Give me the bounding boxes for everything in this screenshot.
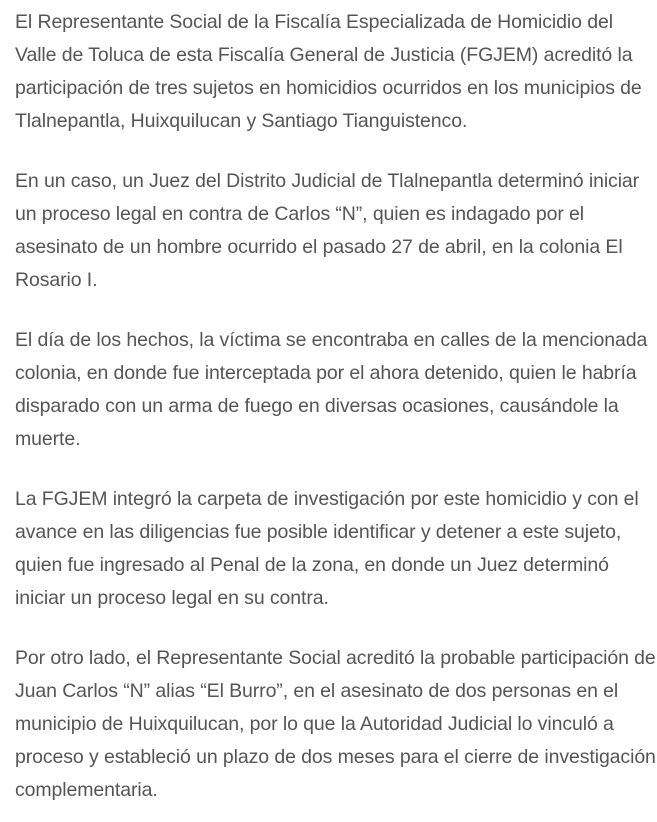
article-paragraph-4: La FGJEM integró la carpeta de investigación por este homicidio y con el avance en las diligencias fue posible identificar y detener a este sujeto, quien fue ingresado al Penal de la zona, en donde un Juez determinó iniciar un proceso legal en su contra. xyxy=(15,488,639,609)
article-paragraph-1: El Representante Social de la Fiscalía Especializada de Homicidio del Valle de Toluca de esta Fiscalía General de Justicia (FGJEM) acreditó la participación de tres sujetos en homicidios ocurridos en los municipios de Tlalnepantla, Huixquilucan y Santiago Tianguistenco. xyxy=(15,11,642,132)
article-paragraph-5: Por otro lado, el Representante Social acreditó la probable participación de Juan Carlos “N” alias “El Burro”, en el asesinato de dos personas en el municipio de Huixquilucan, por lo que la Autoridad Judicial lo vinculó a proceso y estableció un plazo de dos meses para el cierre de investigación complementaria. xyxy=(15,647,656,801)
article-paragraph-2: En un caso, un Juez del Distrito Judicial de Tlalnepantla determinó iniciar un proceso legal en contra de Carlos “N”, quien es indagado por el asesinato de un hombre ocurrido el pasado 27 de abril, en la colonia El Rosario I. xyxy=(15,170,640,291)
article-paragraph-3: El día de los hechos, la víctima se encontraba en calles de la mencionada colonia, en donde fue interceptada por el ahora detenido, quien le habría disparado con un arma de fuego en diversas ocasiones, causándole la muerte. xyxy=(15,329,648,450)
